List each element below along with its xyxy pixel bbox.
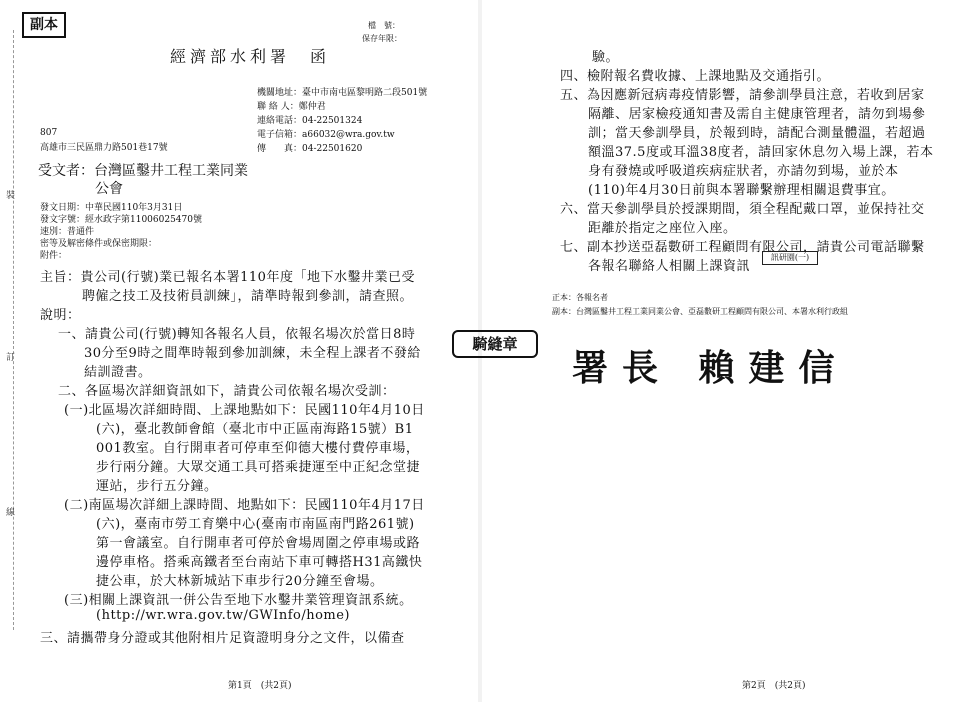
recipient-label-line2: 公會 — [95, 181, 123, 197]
binding-line — [13, 30, 14, 630]
body-line: 30分至9時之間準時報到參加訓練，未全程上課者不發給 — [84, 346, 421, 361]
document-page-1 — [0, 0, 478, 702]
page-footer: 第1頁 (共2頁) — [228, 681, 292, 691]
body-line: 001教室。自行開車者可停車至仰德大樓付費停車場， — [96, 441, 420, 456]
copy-stamp: 副本 — [22, 12, 66, 38]
primary-recipients: 正本：各報名者 — [552, 293, 608, 302]
issue-date: 發文日期：中華民國110年3月31日 — [40, 203, 183, 213]
body-line: 驗。 — [592, 50, 620, 65]
body-line: 第一會議室。自行開車者可停於會場周圍之停車場或路 — [96, 536, 421, 551]
sender-address: 機關地址：臺中市南屯區黎明路二段501號 — [257, 88, 428, 98]
seal-stamp: 騎縫章 — [452, 330, 538, 358]
sender-phone: 連絡電話：04-22501324 — [257, 116, 363, 126]
urgency: 速別：普通件 — [40, 227, 95, 237]
rc-stamp: 訊研園(一) — [762, 251, 818, 265]
body-line: 隔離、居家檢疫通知書及需自主健康管理者，請勿到場參 — [588, 107, 926, 122]
sender-email: 電子信箱：a66032@wra.gov.tw — [257, 130, 395, 140]
recipient-label: 受文者：台灣區鑿井工程工業同業 — [38, 163, 248, 179]
body-line: 五、為因應新冠病毒疫情影響，請參訓學員注意，若收到居家 — [560, 88, 925, 103]
letter-title: 經濟部水利署 函 — [170, 47, 331, 66]
body-line: 七、副本抄送亞磊數研工程顧問有限公司，請貴公司電話聯繫 — [560, 240, 925, 255]
binding-mark: 訂 — [6, 353, 16, 363]
body-line: 二、各區場次詳細資訊如下，請貴公司依報名場次受訓： — [58, 384, 396, 399]
body-line: (六)，臺南市勞工育樂中心(臺南市南區南門路261號) — [96, 517, 415, 532]
body-line: (六)，臺北教師會館（臺北市中正區南海路15號）B1 — [96, 422, 414, 437]
body-line: 捷公車，於大林新城站下車步行20分鐘至會場。 — [96, 574, 384, 589]
body-line: (三)相關上課資訊一併公告至地下水鑿井業管理資訊系統。 — [64, 593, 413, 608]
retention-label: 保存年限： — [362, 34, 402, 43]
issue-number: 發文字號：經水政字第11006025470號 — [40, 215, 202, 225]
body-line: 訓；當天參訓學員，於報到時，請配合測量體溫，若超過 — [588, 126, 926, 141]
binding-mark: 裝 — [6, 191, 16, 201]
body-line: 各報名聯絡人相關上課資訊 — [588, 259, 751, 274]
body-line: (一)北區場次詳細時間、上課地點如下：民國110年4月10日 — [64, 403, 425, 418]
page-footer: 第2頁 (共2頁) — [742, 681, 806, 691]
document-page-2 — [482, 0, 960, 702]
body-line: 六、當天參訓學員於授課期間，須全程配戴口罩，並保持社交 — [560, 202, 925, 217]
recipient-address: 高雄市三民區鼎力路501巷17號 — [40, 143, 168, 153]
recipient-postal: 807 — [40, 128, 58, 138]
director-signature: 署長 賴建信 — [572, 347, 849, 389]
file-no-label: 檔 號： — [368, 21, 400, 30]
copy-recipients: 副本：台灣區鑿井工程工業同業公會、亞磊數研工程顧問有限公司、本署水利行政組 — [552, 307, 848, 316]
subject-line-2: 聘僱之技工及技術員訓練」，請準時報到參訓，請查照。 — [82, 289, 414, 304]
body-line: (110)年4月30日前與本署聯繫辦理相關退費事宜。 — [588, 183, 895, 198]
body-line: 額溫37.5度或耳溫38度者，請回家休息勿入場上課，若本 — [588, 145, 934, 160]
body-line: 結訓證書。 — [84, 365, 152, 380]
body-line: 邊停車格。搭乘高鐵者至台南站下車可轉搭H31高鐵快 — [96, 555, 423, 570]
body-line: 距離於指定之座位入座。 — [588, 221, 737, 236]
body-line: 三、請攜帶身分證或其他附相片足資證明身分之文件，以備查 — [40, 631, 405, 646]
binding-mark: 線 — [6, 508, 16, 518]
body-line: (http://wr.wra.gov.tw/GWInfo/home) — [96, 608, 351, 623]
body-line: 身有發燒或呼吸道疾病症狀者，亦請勿到場，並於本 — [588, 164, 899, 179]
confidentiality: 密等及解密條件或保密期限： — [40, 239, 158, 249]
sender-contact: 聯 絡 人：鄭仲君 — [257, 102, 326, 112]
sender-fax: 傳 真：04-22501620 — [257, 144, 363, 154]
body-line: 運站，步行五分鐘。 — [96, 479, 218, 494]
body-line: 步行兩分鐘。大眾交通工具可搭乘捷運至中正紀念堂捷 — [96, 460, 421, 475]
explain-label: 說明： — [40, 308, 81, 323]
body-line: (二)南區場次詳細上課時間、地點如下：民國110年4月17日 — [64, 498, 425, 513]
subject-line-1: 主旨：貴公司(行號)業已報名本署110年度「地下水鑿井業已受 — [40, 270, 415, 285]
attachment-label: 附件： — [40, 251, 68, 261]
body-line: 一、請貴公司(行號)轉知各報名人員，依報名場次於當日8時 — [58, 327, 416, 342]
body-line: 四、檢附報名費收據、上課地點及交通指引。 — [560, 69, 831, 84]
